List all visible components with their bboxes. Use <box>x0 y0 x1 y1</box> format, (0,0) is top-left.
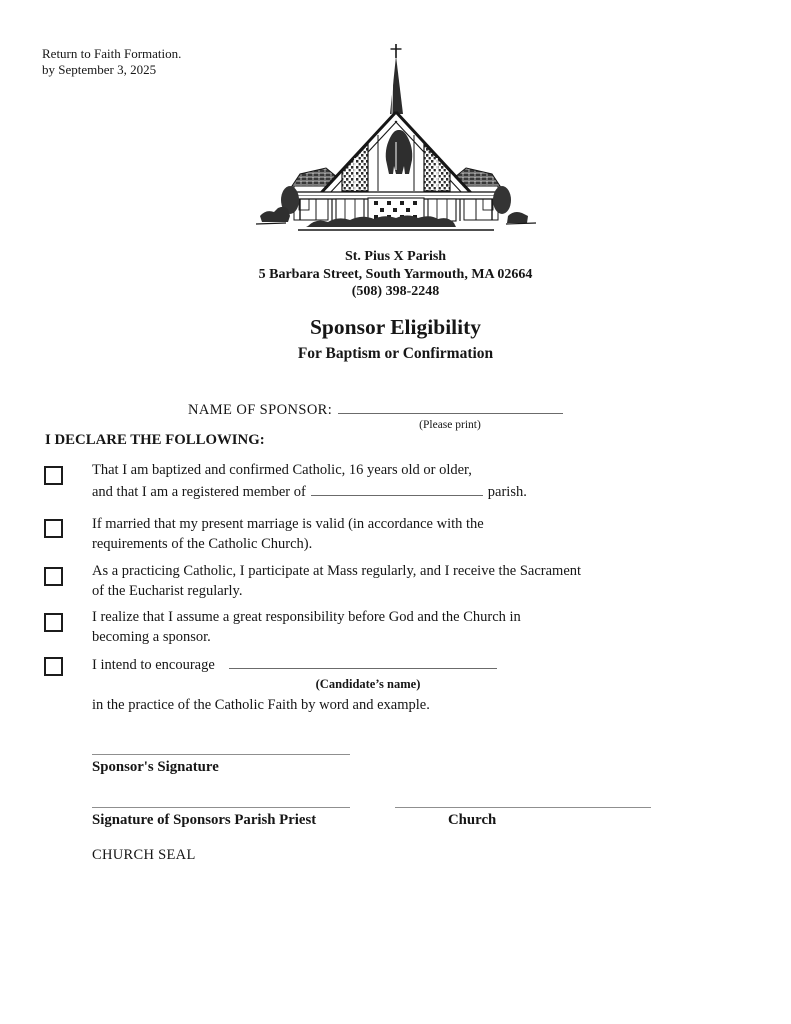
item2-line1: If married that my present marriage is valid (in accordance with the <box>92 516 484 532</box>
declaration-item-3 <box>92 562 682 601</box>
item4-line2: becoming a sponsor. <box>92 628 211 645</box>
form-title: Sponsor Eligibility <box>309 315 482 339</box>
declaration-item-1 <box>92 461 682 502</box>
church-seal-label: CHURCH SEAL <box>92 847 196 863</box>
return-note-line2: by September 3, 2025 <box>42 62 157 77</box>
sponsor-signature-line[interactable] <box>92 754 350 755</box>
checkbox-encourage-candidate[interactable] <box>44 657 63 676</box>
please-print-hint: (Please print) <box>419 419 481 431</box>
candidate-name-hint: (Candidate’s name) <box>315 676 421 691</box>
church-label: Church <box>448 812 497 828</box>
return-note-line1: Return to Faith Formation. <box>42 46 182 61</box>
sponsor-name-label: NAME OF SPONSOR: <box>188 402 333 418</box>
item1-line2: and that I am a registered member of parish. <box>92 481 682 503</box>
checkbox-marriage-valid[interactable] <box>44 519 63 538</box>
item1-line1: That I am baptized and confirmed Catholic, 16 years old or older, <box>92 462 472 478</box>
item5-line1: I intend to encourage <box>92 654 682 676</box>
sponsor-name-row <box>188 399 563 419</box>
sponsor-signature-label: Sponsor's Signature <box>92 759 219 775</box>
declaration-item-2 <box>92 515 682 554</box>
parish-header <box>0 248 791 301</box>
sponsor-name-field[interactable] <box>338 399 563 414</box>
church-icon <box>256 40 536 234</box>
declaration-item-4 <box>92 608 682 647</box>
parish-name-field[interactable] <box>311 481 483 496</box>
priest-signature-line[interactable] <box>92 807 350 808</box>
checkbox-practicing-catholic[interactable] <box>44 567 63 586</box>
checkbox-baptized-confirmed[interactable] <box>44 466 63 485</box>
parish-address: 5 Barbara Street, South Yarmouth, MA 02664 <box>258 266 533 282</box>
item3-line1: As a practicing Catholic, I participate at Mass regularly, and I receive the Sacrament <box>92 563 582 579</box>
declaration-heading: I DECLARE THE FOLLOWING: <box>45 432 265 448</box>
item5-line2: in the practice of the Catholic Faith by word and example. <box>92 697 430 713</box>
declaration-item-5 <box>92 654 682 716</box>
item2-line2: requirements of the Catholic Church). <box>92 535 313 552</box>
item4-line1: I realize that I assume a great responsibility before God and the Church in <box>92 609 521 625</box>
parish-phone: (508) 398-2248 <box>351 284 440 299</box>
church-name-line[interactable] <box>395 807 651 808</box>
priest-signature-label: Signature of Sponsors Parish Priest <box>92 812 317 828</box>
return-note <box>42 46 181 78</box>
candidate-name-field[interactable] <box>229 654 497 669</box>
parish-name: St. Pius X Parish <box>344 249 447 264</box>
checkbox-responsibility[interactable] <box>44 613 63 632</box>
church-illustration <box>256 40 536 234</box>
item3-line2: of the Eucharist regularly. <box>92 582 243 599</box>
form-subtitle: For Baptism or Confirmation <box>297 345 494 362</box>
